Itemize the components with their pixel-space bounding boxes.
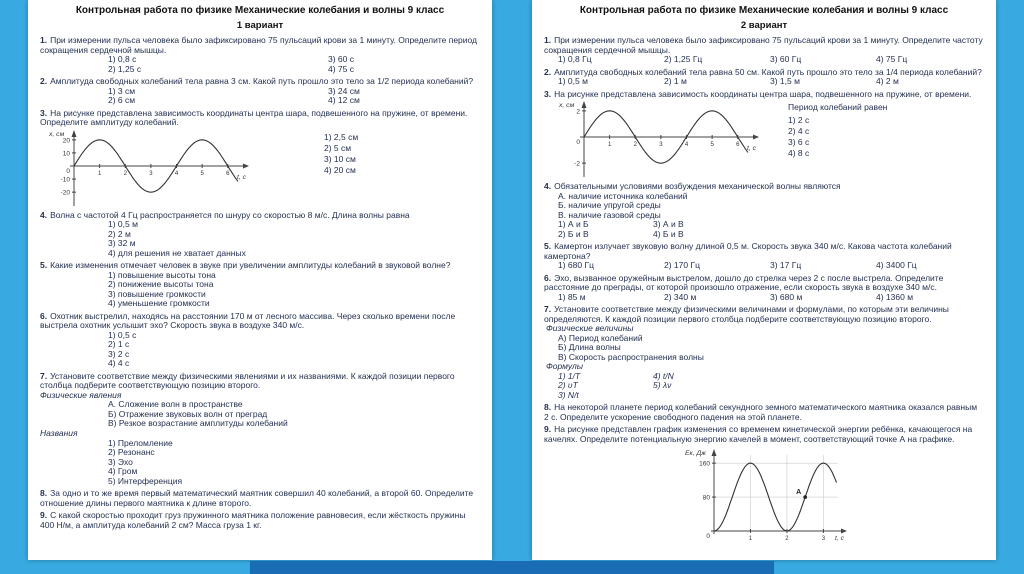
question-statement: Амплитуда свободных колебаний тела равна 50 см. Какой путь прошло это тело за 1/4 периода колебаний? <box>554 66 982 77</box>
question-statement: Установите соответствие между физическими величинами и формулами, по которым эти величины определяются. К каждой позиции первого столбца подберите соответствующую позицию второго. <box>544 304 949 324</box>
question-text <box>40 211 480 221</box>
answer-option: 3) 17 Гц <box>770 260 802 271</box>
question-statement: Эхо, вызванное оружейным выстрелом, дошло до стрелка через 2 с после выстрела. Определите расстояние до преграды, от которой произошло отражение, если скорость звука в воздухе 340 м/с. <box>544 272 944 293</box>
section-item: Б) Длина волны <box>558 342 621 353</box>
question-number: 5. <box>40 260 48 271</box>
question-block <box>544 274 984 303</box>
question-number: 5. <box>544 241 552 252</box>
question-statement: Установите соответствие между физическими явлениями и их названиями. К каждой позиции первого столбца подберите соответствующую позицию второго. <box>40 370 455 391</box>
x-tick-label: 2 <box>633 142 637 149</box>
answer-option: 1) 0,8 Гц <box>558 54 592 65</box>
answer-option: 1) 85 м <box>558 291 586 302</box>
formula-item: 5) λν <box>653 380 672 391</box>
answer-option: 2) 170 Гц <box>664 260 700 271</box>
x-tick-label: 1 <box>748 535 753 542</box>
answer-option: 3) 6 с <box>788 136 810 147</box>
answer-option: 3) 1,5 м <box>770 76 800 87</box>
question-number: 8. <box>544 402 552 413</box>
question-statement: Обязательными условиями возбуждения механической волны являются <box>554 181 841 192</box>
section-item: 1) Преломление <box>108 437 173 448</box>
question-statement: На некоторой планете период колебаний секундного земного математического маятника оказался равным 2 с. Определите ускорение свободного падения на этой планете. <box>544 402 978 422</box>
question-number: 2. <box>544 66 552 77</box>
y-axis-arrow-icon <box>582 101 587 108</box>
answer-options <box>544 77 984 87</box>
x-axis-label: t, с <box>237 173 247 181</box>
answer-option: 1) повышение высоты тона <box>108 269 216 280</box>
x-axis-arrow-icon <box>841 528 847 533</box>
answer-option: 4) 4 с <box>108 358 130 369</box>
question-statement: Охотник выстрелил, находясь на расстоянии 170 м от лесного массива. Через сколько времени после выстрела охотник услышит эхо? Скорость звука в воздухе 340 м/с. <box>40 310 456 331</box>
question-block <box>544 68 984 87</box>
question-block <box>40 36 480 74</box>
question-text <box>40 36 480 55</box>
origin-label: 0 <box>706 532 710 540</box>
answer-option: 1) А и Б <box>558 219 589 230</box>
answer-option: 3) А и В <box>653 219 684 230</box>
figure-and-options <box>544 99 984 179</box>
answer-options <box>788 99 887 159</box>
answer-option: 4) 2 м <box>876 76 899 87</box>
question-number: 4. <box>544 181 552 192</box>
question-block <box>40 511 480 530</box>
question-number: 9. <box>544 424 552 435</box>
statement-item: В. наличие газовой среды <box>558 209 661 220</box>
answer-option: 2) Б и В <box>558 228 589 239</box>
point-a-label: А <box>796 488 802 496</box>
y-axis-arrow-icon <box>72 130 77 137</box>
answer-option: 3) 60 с <box>328 54 354 65</box>
question-statement: Камертон излучает звуковую волну длиной 0,5 м. Скорость звука 340 м/с. Какова частота колебаний камертона? <box>544 241 952 261</box>
y-axis-label: x, см <box>49 130 65 138</box>
x-tick-label: 4 <box>684 142 689 149</box>
formula-list <box>544 372 984 401</box>
energy-graph <box>684 447 850 543</box>
answer-option: 2) 5 см <box>324 142 352 153</box>
question-statement: Амплитуда свободных колебаний тела равна 3 см. Какой путь прошло это тело за 1/2 периода колебаний? <box>50 76 474 87</box>
question-block <box>40 109 480 208</box>
y-tick-label: 20 <box>62 136 70 144</box>
answer-option: 2) 6 см <box>108 95 136 106</box>
question-statement: При измерении пульса человека было зафиксировано 75 пульсаций крови за 1 минуту. Определите период сокращения сердечной мышцы. <box>40 35 478 55</box>
x-axis-label: t, с <box>747 145 757 153</box>
answer-options <box>544 55 984 65</box>
x-tick-label: 3 <box>149 170 153 177</box>
y-tick-label: 80 <box>702 494 710 502</box>
question-block <box>40 261 480 309</box>
x-tick-label: 6 <box>736 142 740 149</box>
answer-options <box>544 293 984 303</box>
section-item: 4) Гром <box>108 466 138 477</box>
section-item: А. Сложение волн в пространстве <box>108 399 243 410</box>
question-text <box>544 425 984 444</box>
variant-label: 2 вариант <box>740 20 788 31</box>
answer-option: 4) 75 с <box>328 63 354 74</box>
section-item: Б) Отражение звуковых волн от преград <box>108 408 268 419</box>
sine-wave-graph <box>558 99 764 179</box>
question-block <box>544 305 984 400</box>
answer-option: 3) повышение громкости <box>108 288 206 299</box>
section-item: В) Скорость распространения волны <box>558 351 704 362</box>
y-tick-label: 10 <box>62 150 70 158</box>
sine-wave-graph <box>48 128 254 208</box>
section-item: 5) Интерференция <box>108 475 183 486</box>
answer-option: 1) 2,5 см <box>324 131 359 142</box>
answer-option: 1) 2 с <box>788 114 810 125</box>
worksheet-title: Контрольная работа по физике Механические колебания и волны 9 класс <box>579 5 949 16</box>
figure-and-options <box>40 128 480 208</box>
question-block <box>544 182 984 239</box>
section-label: Названия <box>40 427 78 438</box>
question-text <box>40 109 480 128</box>
answer-option: 4) 3400 Гц <box>876 260 917 271</box>
section-item: 2) Резонанс <box>108 447 155 458</box>
y-axis-label: Eк, Дж <box>685 449 706 457</box>
x-axis-label: t, с <box>835 534 845 542</box>
question-text <box>544 403 984 422</box>
formula-item: 4) t/N <box>653 370 674 381</box>
section-label: Физические величины <box>546 323 634 334</box>
answer-option: 4) уменьшение громкости <box>108 298 210 309</box>
question-statement: С какой скоростью проходит груз пружинного маятника положение равновесия, если жёсткость пружины 400 Н/м, а амплитуда колебаний 2 см? Масса груза 1 кг. <box>40 510 466 530</box>
worksheet-page-variant-1 <box>28 0 492 560</box>
question-text <box>40 261 480 271</box>
figure <box>684 447 984 543</box>
footer-bar <box>250 561 774 574</box>
section-item: В) Резкое возрастание амплитуды колебаний <box>108 418 288 429</box>
worksheet-page-variant-2 <box>532 0 996 560</box>
y-tick-label: 160 <box>699 460 710 468</box>
question-number: 6. <box>544 272 552 283</box>
question-number: 9. <box>40 510 48 521</box>
answer-option: 2) понижение высоты тона <box>108 279 214 290</box>
x-tick-label: 4 <box>174 170 179 177</box>
answer-option: 4) 20 см <box>324 164 356 175</box>
variant-label: 1 вариант <box>236 20 284 31</box>
question-number: 2. <box>40 76 48 87</box>
x-tick-label: 3 <box>821 535 826 542</box>
formula-item: 1) 1/T <box>558 370 581 381</box>
answer-options <box>324 128 358 176</box>
question-text <box>40 312 480 331</box>
question-number: 8. <box>40 488 48 499</box>
section-label: Физические явления <box>40 389 122 400</box>
question-block <box>40 211 480 259</box>
x-axis-arrow-icon <box>753 135 759 140</box>
question-block <box>40 312 480 369</box>
answer-option: 3) 60 Гц <box>770 54 802 65</box>
question-text <box>544 305 984 324</box>
x-tick-label: 6 <box>226 170 230 177</box>
worksheet-title: Контрольная работа по физике Механические колебания и волны 9 класс <box>75 5 445 16</box>
answer-option: 4) 12 см <box>328 95 360 106</box>
question-statement: При измерении пульса человека было зафиксировано 75 пульсаций крови за 1 минуту. Определите частоту сокращения сердечной мышцы. <box>544 35 983 55</box>
spacer <box>653 391 984 401</box>
origin-label: 0 <box>576 139 580 147</box>
x-tick-label: 2 <box>785 535 789 542</box>
question-text <box>40 511 480 530</box>
answer-options <box>40 87 480 106</box>
question-block <box>544 425 984 542</box>
formula-item: 3) N/t <box>558 389 579 400</box>
question-block <box>544 242 984 271</box>
x-tick-label: 1 <box>97 170 102 177</box>
question-text <box>544 242 984 261</box>
answer-option: 2) 1,25 Гц <box>664 54 703 65</box>
question-statement: На рисунке представлена зависимость координаты центра шара, подвешенного на пружине, от времени. <box>554 88 972 99</box>
origin-label: 0 <box>66 167 70 175</box>
question-block <box>40 77 480 106</box>
questions-list <box>40 36 480 530</box>
question-statement: Какие изменения отмечает человек в звуке при увеличении амплитуды колебаний в звуковой волне? <box>50 260 451 271</box>
question-statement: Волна с частотой 4 Гц распространяется по шнуру со скоростью 8 м/с. Длина волны равна <box>50 209 410 220</box>
question-text <box>544 274 984 293</box>
answer-option: 4) 75 Гц <box>876 54 908 65</box>
answer-option: 1) 0,5 м <box>558 76 588 87</box>
figure-caption: Период колебаний равен <box>788 102 888 113</box>
x-tick-label: 2 <box>123 170 127 177</box>
question-number: 7. <box>40 370 48 381</box>
answer-option: 2) 340 м <box>664 291 697 302</box>
y-axis-label: x, см <box>559 102 575 110</box>
answer-option: 1) 0,8 с <box>108 54 137 65</box>
answer-option: 1) 0,5 м <box>108 219 138 230</box>
question-block <box>544 90 984 180</box>
answer-option: 4) для решения не хватает данных <box>108 247 246 258</box>
answer-option: 2) 1 с <box>108 339 130 350</box>
answer-option: 2) 2 м <box>108 228 131 239</box>
question-text <box>40 372 480 391</box>
answer-options <box>40 331 480 369</box>
answer-options <box>544 261 984 271</box>
x-tick-label: 5 <box>710 142 714 149</box>
answer-option: 1) 3 см <box>108 85 136 96</box>
answer-option: 4) Б и В <box>653 228 684 239</box>
x-axis-arrow-icon <box>243 163 249 168</box>
question-text <box>544 90 984 100</box>
section-item: 3) Эхо <box>108 456 133 467</box>
question-number: 3. <box>544 88 552 99</box>
answer-option: 1) 0,5 с <box>108 329 137 340</box>
answer-option: 2) 1 м <box>664 76 687 87</box>
section-label: Формулы <box>546 361 584 372</box>
answer-option: 4) 1360 м <box>876 291 914 302</box>
answer-option: 3) 2 с <box>108 348 130 359</box>
questions-list <box>544 36 984 543</box>
answer-options <box>544 220 984 239</box>
y-axis-arrow-icon <box>712 449 717 456</box>
question-number: 4. <box>40 209 48 220</box>
answer-options <box>40 271 480 309</box>
answer-options <box>40 220 480 258</box>
x-tick-label: 5 <box>200 170 204 177</box>
y-tick-label: 2 <box>576 108 580 116</box>
answer-option: 2) 4 с <box>788 125 810 136</box>
question-number: 1. <box>40 35 48 45</box>
answer-option: 3) 24 см <box>328 85 360 96</box>
question-text <box>40 77 480 87</box>
question-text <box>544 36 984 55</box>
y-tick-label: -20 <box>60 189 70 197</box>
y-tick-label: -2 <box>574 160 580 168</box>
question-number: 3. <box>40 107 48 118</box>
point-a-marker <box>803 495 807 499</box>
answer-option: 3) 32 м <box>108 238 136 249</box>
statement-item: Б. наличие упругой среды <box>558 200 661 211</box>
question-text <box>544 68 984 78</box>
y-tick-label: -10 <box>60 176 70 184</box>
answer-option: 3) 10 см <box>324 153 356 164</box>
question-number: 1. <box>544 35 552 45</box>
question-block <box>40 489 480 508</box>
question-number: 7. <box>544 304 552 315</box>
section-item: А) Период колебаний <box>558 332 643 343</box>
x-tick-label: 1 <box>607 142 612 149</box>
question-text <box>40 489 480 508</box>
formula-item: 2) υT <box>558 380 578 391</box>
question-block <box>544 36 984 65</box>
question-statement: На рисунке представлена зависимость координаты центра шара, подвешенного на пружине, от времени. Определите амплитуду колебаний. <box>40 107 468 128</box>
answer-option: 1) 680 Гц <box>558 260 594 271</box>
answer-option: 3) 680 м <box>770 291 803 302</box>
answer-option: 2) 1,25 с <box>108 63 142 74</box>
statement-item: А. наличие источника колебаний <box>558 190 688 201</box>
question-statement: На рисунке представлен график изменения со временем кинетической энергии ребёнка, качающегося на качелях. Определите потенциальную энергию качелей в момент, соответствующий точке А на графике. <box>544 424 973 444</box>
question-number: 6. <box>40 310 48 321</box>
question-block <box>40 372 480 486</box>
answer-option: 4) 8 с <box>788 147 810 158</box>
question-block <box>544 403 984 422</box>
question-statement: За одно и то же время первый математический маятник совершил 40 колебаний, а второй 60. Определите отношение длины первого маятника к длине второго. <box>40 488 474 508</box>
answer-options <box>40 55 480 74</box>
x-tick-label: 3 <box>659 142 663 149</box>
